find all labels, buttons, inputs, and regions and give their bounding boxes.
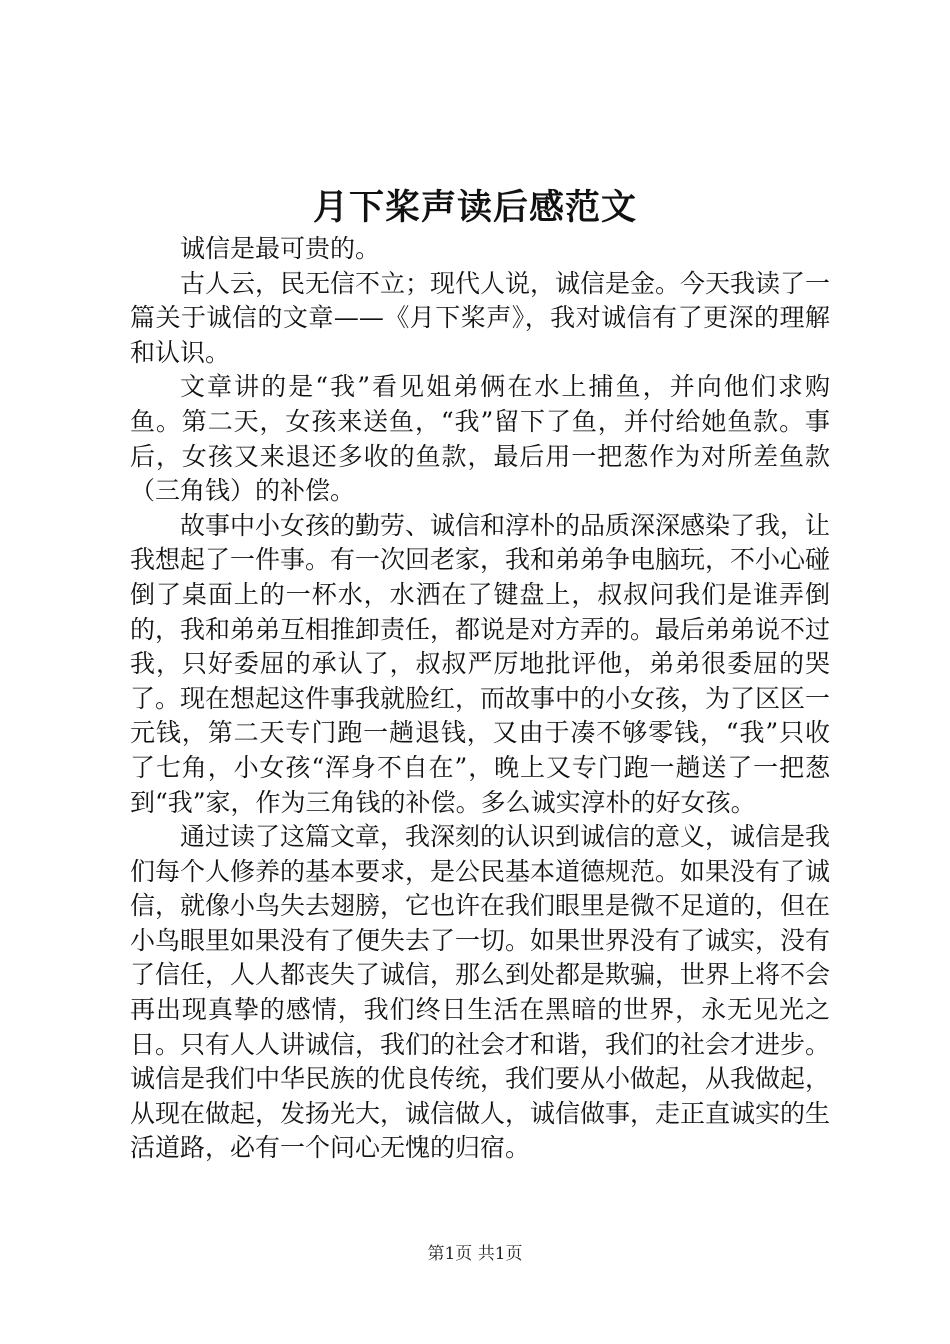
paragraph-3: 文章讲的是“我”看见姐弟俩在水上捕鱼，并向他们求购鱼。第二天，女孩来送鱼，“我”留下了鱼，并付给她鱼款。事后，女孩又来退还多收的鱼款，最后用一把葱作为对所差鱼款（三角钱）的补偿。 [130,372,830,506]
paragraph-2: 古人云，民无信不立；现代人说，诚信是金。今天我读了一篇关于诚信的文章——《月下桨声》，我对诚信有了更深的理解和认识。 [130,268,831,367]
paragraph-4: 故事中小女孩的勤劳、诚信和淳朴的品质深深感染了我，让我想起了一件事。有一次回老家，我和弟弟争电脑玩，不小心碰倒了桌面上的一杯水，水洒在了键盘上，叔叔问我们是谁弄倒的，我和弟弟互相推卸责任，都说是对方弄的。最后弟弟说不过我，只好委屈的承认了，叔叔严厉地批评他，弟弟很委屈的哭了。现在想起这件事我就脸红，而故事中的小女孩，为了区区一元钱，第二天专门跑一趟退钱，又由于凑不够零钱，“我”只收了七角，小女孩“浑身不自在”，晚上又专门跑一趟送了一把葱到“我”家，作为三角钱的补偿。多么诚实淳朴的好女孩。 [130,510,831,817]
document-body [130,232,830,1166]
document-title: 月下桨声读后感范文 [312,187,637,228]
paragraph-1: 诚信是最可贵的。 [180,234,381,263]
page-number-footer: 第1页 共1页 [427,1244,523,1264]
paragraph-5: 通过读了这篇文章，我深刻的认识到诚信的意义，诚信是我们每个人修养的基本要求，是公民基本道德规范。如果没有了诚信，就像小鸟失去翅膀，它也许在我们眼里是微不足道的，但在小鸟眼里如果没有了便失去了一切。如果世界没有了诚实，没有了信任，人人都丧失了诚信，那么到处都是欺骗，世界上将不会再出现真挚的感情，我们终日生活在黑暗的世界，永无见光之日。只有人人讲诚信，我们的社会才和谐，我们的社会才进步。诚信是我们中华民族的优良传统，我们要从小做起，从我做起，从现在做起，发扬光大，诚信做人，诚信做事，走正直诚实的生活道路，必有一个问心无愧的归宿。 [130,822,831,1163]
